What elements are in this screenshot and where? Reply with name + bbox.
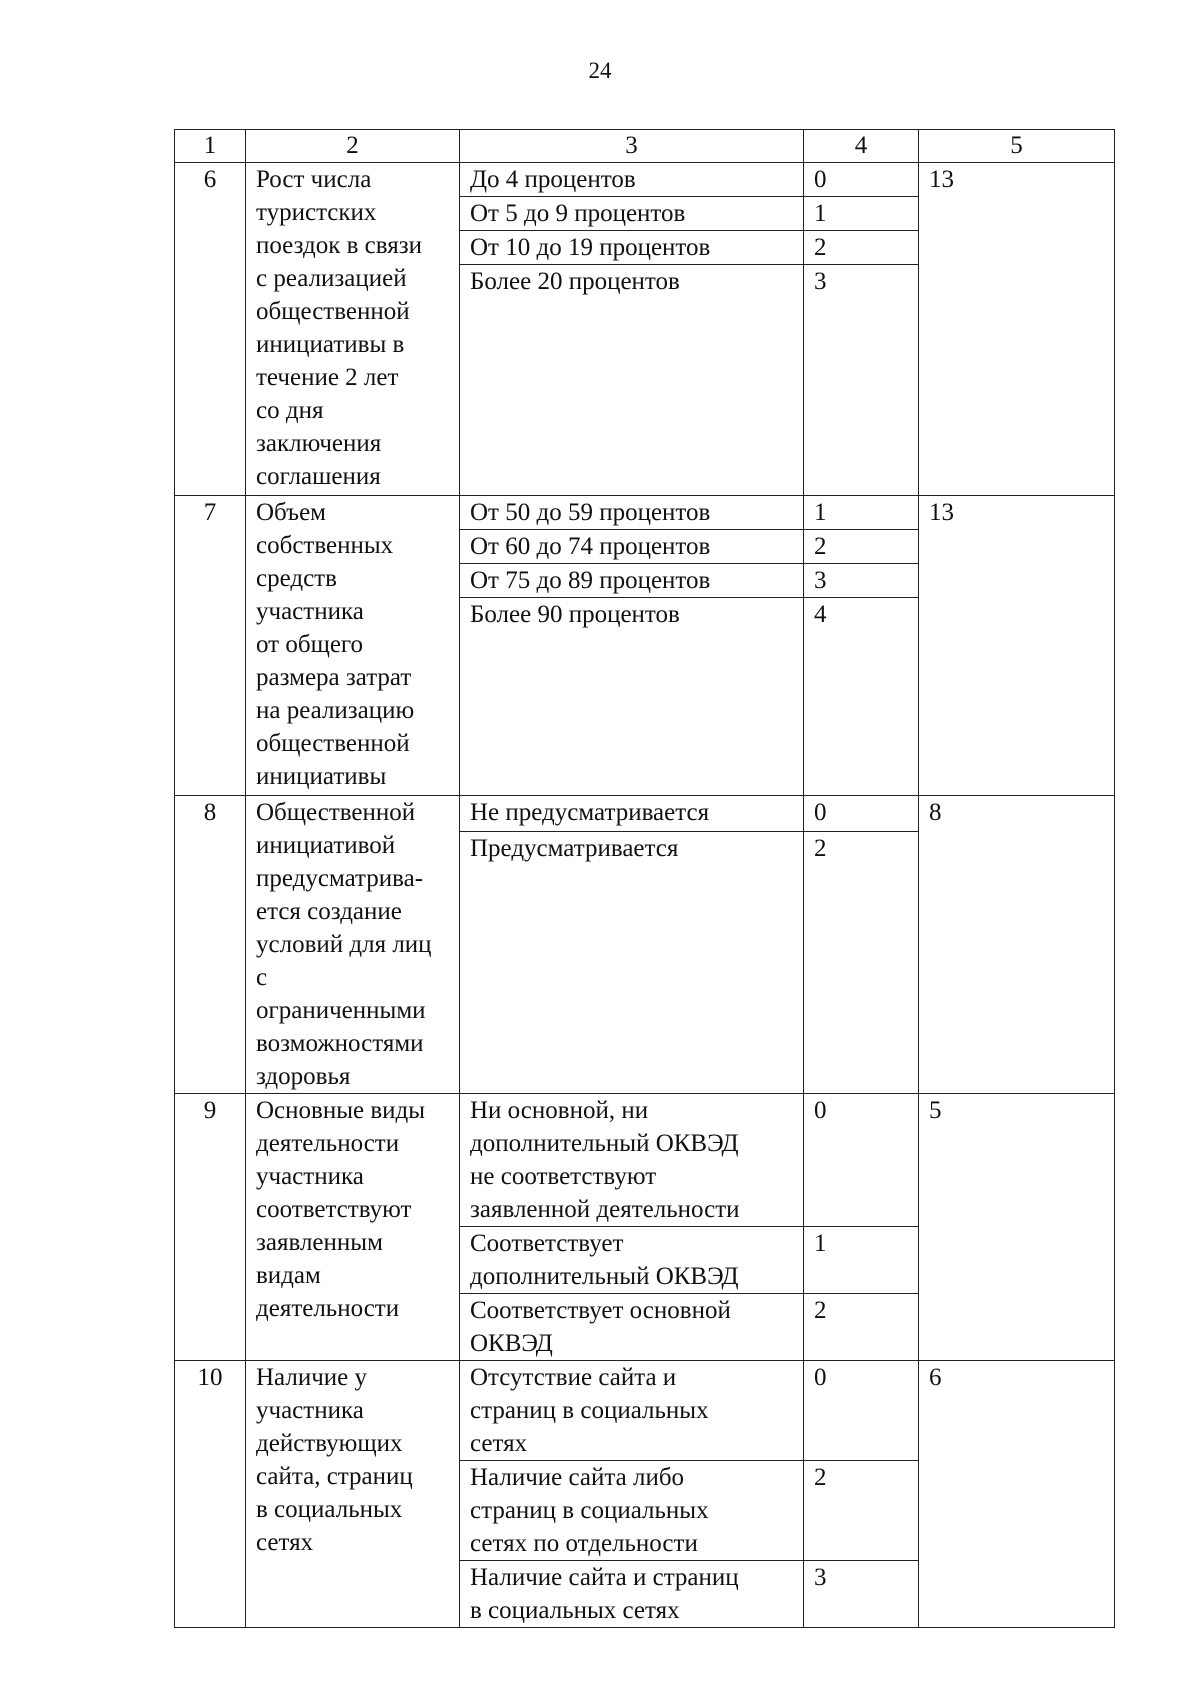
option-label: Соответствует основной ОКВЭД (460, 1294, 804, 1361)
option-label: Ни основной, ни дополнительный ОКВЭД не соответствуют заявленной деятельности (460, 1094, 804, 1227)
option-label: До 4 процентов (460, 163, 804, 197)
criteria-table (174, 129, 1115, 1628)
option-score: 2 (804, 530, 919, 564)
table-row (175, 1094, 1115, 1227)
option-label: Не предусматривается (460, 796, 804, 832)
option-label: Соответствует дополнительный ОКВЭД (460, 1227, 804, 1294)
option-score: 2 (804, 832, 919, 1094)
criterion-cell: Рост числа туристских поездок в связи с реализацией общественной инициативы в течение 2 лет со дня заключения соглашения (246, 163, 460, 496)
option-label: Более 20 процентов (460, 265, 804, 496)
row-number: 9 (175, 1094, 246, 1361)
max-score-cell: 8 (919, 796, 1115, 1094)
option-score: 4 (804, 598, 919, 796)
max-score-cell: 5 (919, 1094, 1115, 1361)
table-header-row (175, 130, 1115, 163)
option-score: 0 (804, 1361, 919, 1461)
option-score: 3 (804, 1561, 919, 1628)
option-label: Предусматривается (460, 832, 804, 1094)
option-label: От 5 до 9 процентов (460, 197, 804, 231)
max-score-cell: 13 (919, 496, 1115, 796)
column-header: 1 (175, 130, 246, 163)
option-score: 2 (804, 231, 919, 265)
table-row (175, 496, 1115, 530)
option-score: 1 (804, 1227, 919, 1294)
row-number: 7 (175, 496, 246, 796)
option-label: От 50 до 59 процентов (460, 496, 804, 530)
row-number: 10 (175, 1361, 246, 1628)
option-score: 1 (804, 197, 919, 231)
option-score: 2 (804, 1461, 919, 1561)
option-score: 1 (804, 496, 919, 530)
option-label: Отсутствие сайта и страниц в социальных сетях (460, 1361, 804, 1461)
column-header: 2 (246, 130, 460, 163)
criterion-cell: Общественной инициативой предусматрива- ется создание условий для лиц с ограниченными возможностями здоровья (246, 796, 460, 1094)
max-score-cell: 6 (919, 1361, 1115, 1628)
column-header: 4 (804, 130, 919, 163)
option-label: От 75 до 89 процентов (460, 564, 804, 598)
row-number: 6 (175, 163, 246, 496)
option-label: Более 90 процентов (460, 598, 804, 796)
option-score: 2 (804, 1294, 919, 1361)
option-score: 0 (804, 796, 919, 832)
criterion-cell: Наличие у участника действующих сайта, страниц в социальных сетях (246, 1361, 460, 1628)
option-label: Наличие сайта и страниц в социальных сетях (460, 1561, 804, 1628)
column-header: 5 (919, 130, 1115, 163)
page-number: 24 (588, 58, 612, 83)
option-label: От 60 до 74 процентов (460, 530, 804, 564)
table-row (175, 796, 1115, 832)
option-score: 3 (804, 564, 919, 598)
max-score-cell: 13 (919, 163, 1115, 496)
criterion-cell: Объем собственных средств участника от общего размера затрат на реализацию общественной инициативы (246, 496, 460, 796)
option-score: 0 (804, 163, 919, 197)
option-label: От 10 до 19 процентов (460, 231, 804, 265)
criterion-cell: Основные виды деятельности участника соответствуют заявленным видам деятельности (246, 1094, 460, 1361)
row-number: 8 (175, 796, 246, 1094)
table-row (175, 1361, 1115, 1461)
option-label: Наличие сайта либо страниц в социальных сетях по отдельности (460, 1461, 804, 1561)
column-header: 3 (460, 130, 804, 163)
table-row (175, 163, 1115, 197)
option-score: 3 (804, 265, 919, 496)
option-score: 0 (804, 1094, 919, 1227)
